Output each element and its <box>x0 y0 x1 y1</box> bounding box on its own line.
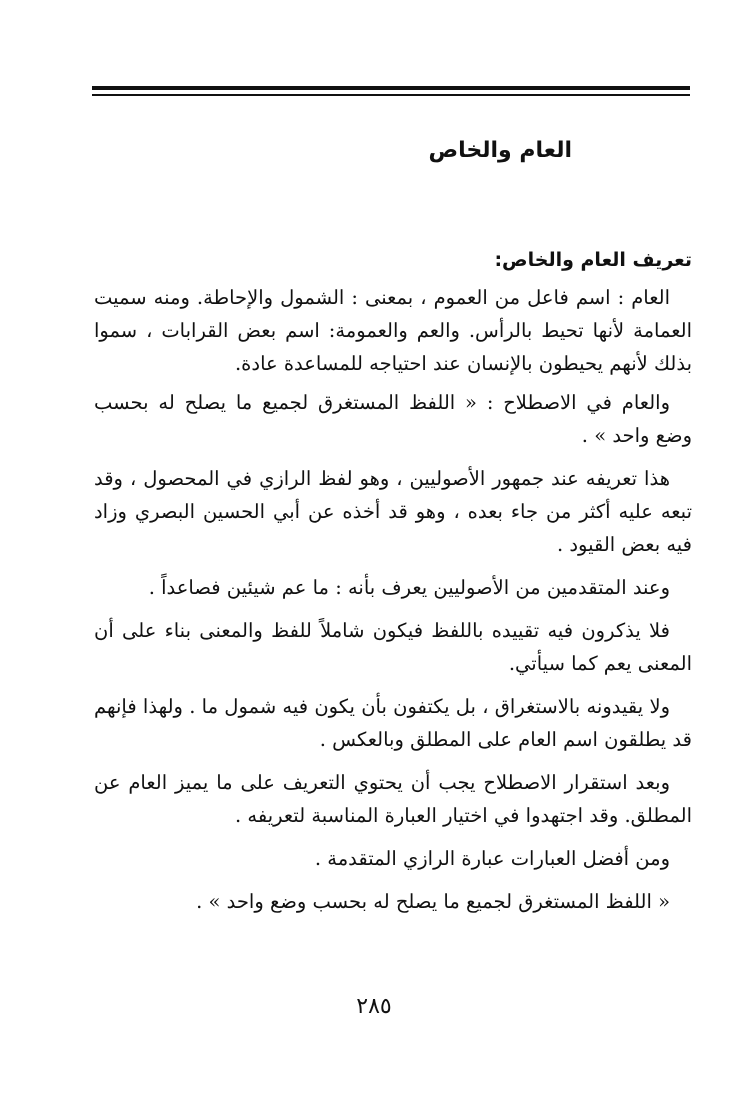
page-body <box>94 244 692 928</box>
paragraph-5: فلا يذكرون فيه تقييده باللفظ فيكون شاملاً للفظ والمعنى بناء على أن المعنى يعم كما سيأتي. <box>94 619 692 675</box>
paragraph-3: هذا تعريفه عند جمهور الأصوليين ، وهو لفظ الرازي في المحصول ، وقد تبعه عليه أكثر من جاء بعده ، وهو قد أخذه عن أبي الحسين البصري وزاد فيه بعض القيود . <box>94 467 692 556</box>
page-number: ٢٨٥ <box>356 994 392 1019</box>
paragraph-4: وعند المتقدمين من الأصوليين يعرف بأنه : ما عم شيئين فصاعداً . <box>148 576 670 599</box>
header-rule-thin <box>92 94 690 96</box>
paragraph-6: ولا يقيدونه بالاستغراق ، بل يكتفون بأن يكون فيه شمول ما . ولهذا فإنهم قد يطلقون اسم العام على المطلق وبالعكس . <box>94 695 692 751</box>
paragraph-8: ومن أفضل العبارات عبارة الرازي المتقدمة . <box>314 847 670 870</box>
paragraph-1: العام : اسم فاعل من العموم ، بمعنى : الشمول والإحاطة. ومنه سميت العمامة لأنها تحيط بالرأس. والعم والعمومة: اسم بعض القرابات ، سموا بذلك لأنهم يحيطون بالإنسان عند احتياجه للمساعدة عادة. <box>94 286 692 375</box>
chapter-title: العام والخاص <box>428 138 572 163</box>
paragraph-9: « اللفظ المستغرق لجميع ما يصلح له بحسب وضع واحد » . <box>196 890 670 913</box>
header-rule-thick <box>92 86 690 90</box>
paragraph-2: والعام في الاصطلاح : « اللفظ المستغرق لجميع ما يصلح له بحسب وضع واحد » . <box>94 391 692 447</box>
paragraph-7: وبعد استقرار الاصطلاح يجب أن يحتوي التعريف على ما يميز العام عن المطلق. وقد اجتهدوا في اختيار العبارة المناسبة لتعريفه . <box>94 771 692 827</box>
section-heading: تعريف العام والخاص: <box>494 249 692 271</box>
